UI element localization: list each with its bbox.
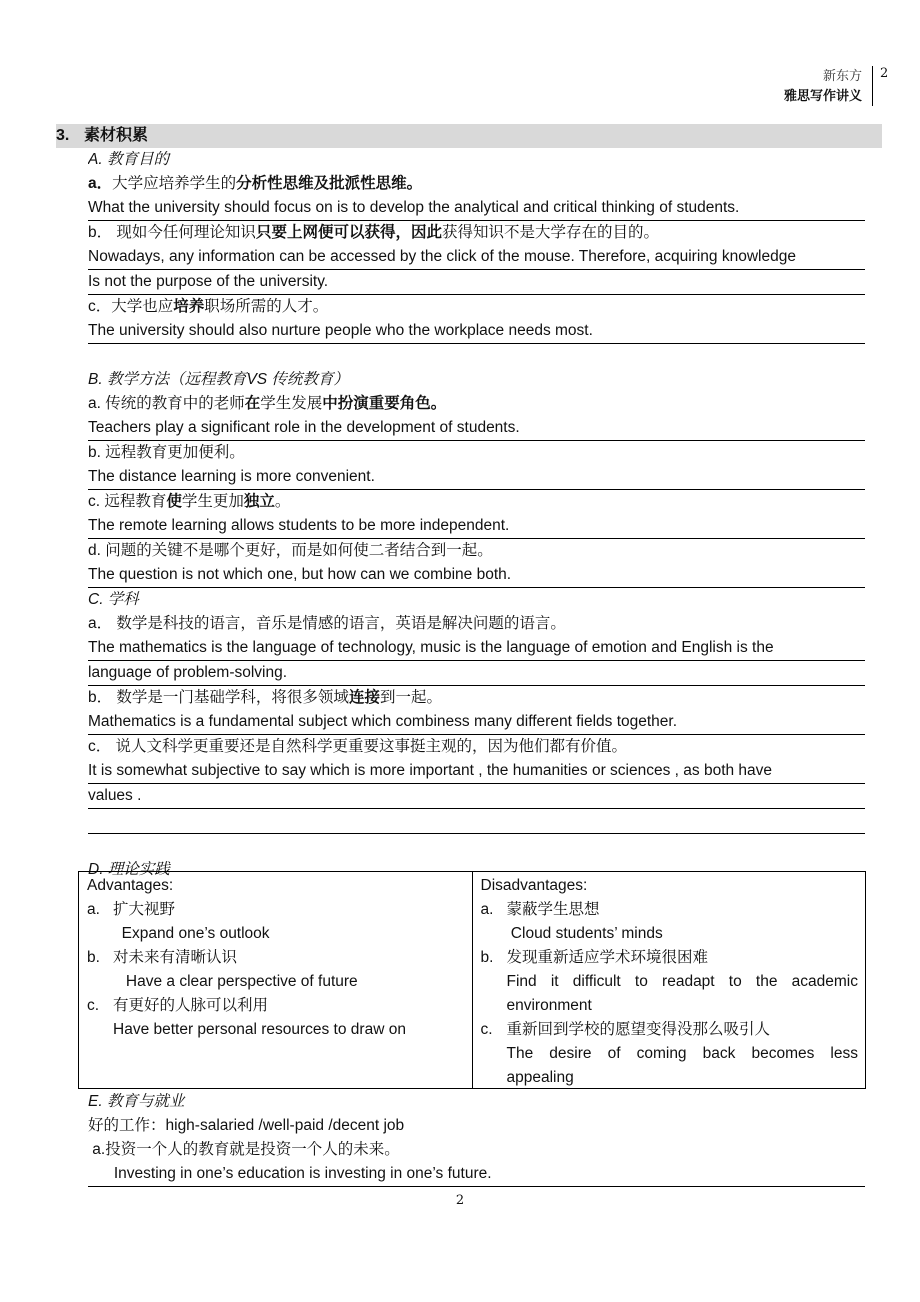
pros-cons-table <box>78 871 866 1089</box>
page-header <box>784 66 862 106</box>
list-item-en: Is not the purpose of the university. <box>88 270 865 295</box>
advantages-title: Advantages: <box>87 877 174 894</box>
list-item-en: appealing <box>506 1069 574 1086</box>
list-item-zh: b． 现如今任何理论知识只要上网便可以获得，因此获得知识不是大学存在的目的。 <box>88 224 659 241</box>
advantages-column <box>79 872 472 1088</box>
header-page-number: 2 <box>880 66 889 81</box>
list-item-zh: c. 有更好的人脉可以利用 <box>87 997 269 1014</box>
footer-page-number: 2 <box>455 1193 465 1208</box>
list-item-zh: a. 传统的教育中的老师在学生发展中扮演重要角色。 <box>88 395 447 412</box>
list-item-en: language of problem-solving. <box>88 661 865 686</box>
list-item-en: Mathematics is a fundamental subject which combiness many different fields together. <box>88 710 865 735</box>
section-e <box>88 1090 865 1187</box>
list-item-zh: b． 数学是一门基础学科，将很多领域连接到一起。 <box>88 689 442 706</box>
list-item-en: Cloud students’ minds <box>506 925 663 942</box>
header-divider <box>872 66 873 106</box>
list-item-en: It is somewhat subjective to say which is more important , the humanities or sciences , as both have <box>88 759 865 784</box>
list-item-en: Investing in one’s education is investing in one’s future. <box>88 1162 865 1187</box>
disadvantages-column <box>472 872 866 1088</box>
list-item-zh: a．大学应培养学生的分析性思维及批派性思维。 <box>88 175 423 192</box>
subsection-d-heading: D. 理论实践 <box>88 861 170 878</box>
list-item-en: Teachers play a significant role in the development of students. <box>88 416 865 441</box>
list-item-en: What the university should focus on is to develop the analytical and critical thinking of students. <box>88 196 865 221</box>
list-item-en: Have a clear perspective of future <box>113 973 358 990</box>
section-title: 素材积累 <box>84 127 149 144</box>
list-item-zh: a． 数学是科技的语言，音乐是情感的语言，英语是解决问题的语言。 <box>88 615 566 632</box>
list-item-en: Find it difficult to readapt to the academic <box>506 973 858 990</box>
list-item-en: Have better personal resources to draw on <box>113 1021 406 1038</box>
blank-rule-line <box>88 809 865 834</box>
disadvantages-title: Disadvantages: <box>480 877 588 894</box>
list-item-zh: a. 扩大视野 <box>87 901 176 918</box>
list-item-zh: c. 重新回到学校的愿望变得没那么吸引人 <box>480 1021 771 1038</box>
section-number: 3. <box>56 127 70 144</box>
list-item-zh: c．大学也应培养职场所需的人才。 <box>88 298 329 315</box>
list-item-en: Nowadays, any information can be accessed by the click of the mouse. Therefore, acquiring knowledge <box>88 245 865 270</box>
list-item-en: The question is not which one, but how can we combine both. <box>88 563 865 588</box>
list-item-en: The distance learning is more convenient. <box>88 465 865 490</box>
list-item-zh: a. 蒙蔽学生思想 <box>480 901 600 918</box>
list-item-en: environment <box>506 997 592 1014</box>
spacer <box>88 834 865 858</box>
list-item-zh: b. 发现重新适应学术环境很困难 <box>480 949 709 966</box>
header-course-title: 雅思写作讲义 <box>783 88 862 103</box>
spacer <box>88 344 865 368</box>
list-item-zh: a.投资一个人的教育就是投资一个人的未来。 <box>88 1141 400 1158</box>
list-item-zh: b. 远程教育更加便利。 <box>88 444 245 461</box>
list-item-zh: b. 对未来有清晰认识 <box>87 949 238 966</box>
list-item-en: The desire of coming back becomes less <box>506 1045 858 1062</box>
good-job-line: 好的工作：high-salaried /well-paid /decent job <box>88 1117 405 1134</box>
subsection-e-heading: E. 教育与就业 <box>88 1093 185 1110</box>
list-item-zh: c. 远程教育使学生更加独立。 <box>88 493 291 510</box>
subsection-c-heading: C. 学科 <box>88 591 139 608</box>
list-item-zh: d. 问题的关键不是哪个更好，而是如何使二者结合到一起。 <box>88 542 493 559</box>
subsection-a-heading: A. 教育目的 <box>88 151 169 168</box>
section-content <box>88 148 865 882</box>
list-item-zh: c． 说人文科学更重要还是自然科学更重要这事挺主观的，因为他们都有价值。 <box>88 738 628 755</box>
list-item-en: Expand one’s outlook <box>113 925 270 942</box>
section-heading <box>56 124 882 148</box>
list-item-en: The mathematics is the language of technology, music is the language of emotion and English is the <box>88 636 865 661</box>
subsection-b-heading: B. 教学方法（远程教育VS 传统教育） <box>88 371 349 388</box>
list-item-en: The university should also nurture people who the workplace needs most. <box>88 319 865 344</box>
header-brand: 新东方 <box>822 68 862 83</box>
list-item-en: values . <box>88 784 865 809</box>
list-item-en: The remote learning allows students to be more independent. <box>88 514 865 539</box>
